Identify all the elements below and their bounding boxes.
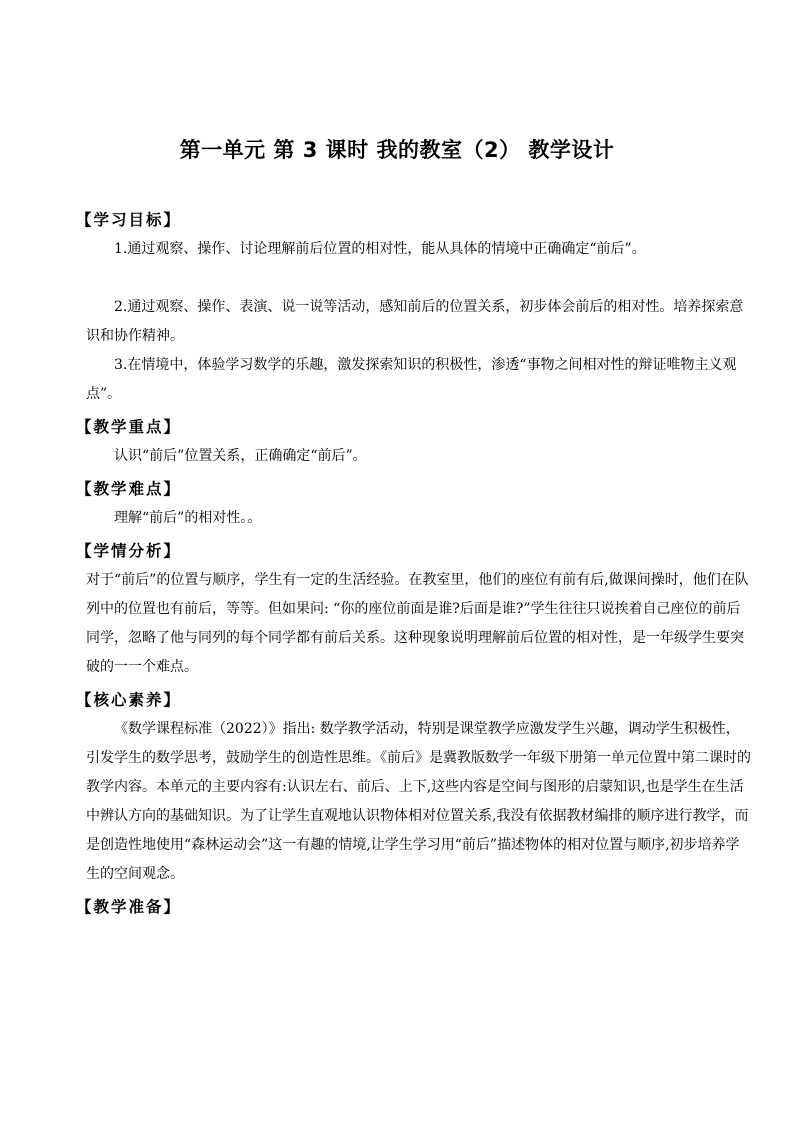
section-heading: 【学情分析】 bbox=[76, 542, 182, 560]
document-title: 第一单元 第 3 课时 我的教室（2） 教学设计 bbox=[179, 138, 615, 162]
section-heading: 【教学准备】 bbox=[76, 898, 182, 916]
section-heading: 【学习目标】 bbox=[76, 211, 182, 229]
paragraph: 3.在情境中，体验学习数学的乐趣，激发探索知识的积极性，渗透“事物之间相对性的辩证唯物主义观点”。 bbox=[86, 357, 737, 402]
section-heading: 【教学难点】 bbox=[76, 480, 182, 498]
paragraph: 2.通过观察、操作、表演、说一说等活动，感知前后的位置关系，初步体会前后的相对性。培养探索意识和协作精神。 bbox=[86, 299, 744, 344]
paragraph: 对于“前后”的位置与顺序，学生有一定的生活经验。在教室里，他们的座位有前有后,做课间操时，他们在队列中的位置也有前后，等等。但如果问: “你的座位前面是谁?后面是谁?”学生往往只说挨着自己座位的前后同学，忽略了他与同列的每个同学都有前后关系。这种现象说明理解前后位置的相对性，是一年级学生要突破的一一个难点。 bbox=[86, 572, 749, 675]
section-teaching-difficulty bbox=[76, 474, 752, 533]
document-body bbox=[76, 205, 752, 925]
section-teaching-focus bbox=[76, 412, 752, 471]
section-student-analysis bbox=[76, 536, 752, 682]
paragraph: 1.通过观察、操作、讨论理解前后位置的相对性，能从具体的情境中正确确定“前后”。 bbox=[114, 241, 646, 257]
section-core-literacy bbox=[76, 685, 752, 889]
section-heading: 【教学重点】 bbox=[76, 418, 182, 436]
paragraph: 《数学课程标准（2022）》指出: 数学教学活动，特别是课堂教学应激发学生兴趣，调动学生积极性，引发学生的数学思考，鼓励学生的创造性思维。《前后》是冀教版数学一年级下册第一单元位置中第二课时的教学内容。本单元的主要内容有:认识左右、前后、上下,这些内容是空间与图形的启蒙知识,也是学生在生活中辨认方向的基础知识。为了让学生直观地认识物体相对位置关系,我没有依据教材编排的顺序进行教学，而是创造性地使用“森林运动会”这一有趣的情境,让学生学习用“前后”描述物体的相对位置与顺序,初步培养学生的空间观念。 bbox=[86, 721, 751, 882]
section-teaching-preparation bbox=[76, 892, 752, 922]
section-learning-goals bbox=[76, 205, 752, 409]
paragraph: 理解“前后”的相对性。。 bbox=[114, 510, 262, 526]
section-heading: 【核心素养】 bbox=[76, 691, 182, 709]
paragraph: 认识“前后”位置关系，正确确定“前后”。 bbox=[114, 448, 367, 464]
